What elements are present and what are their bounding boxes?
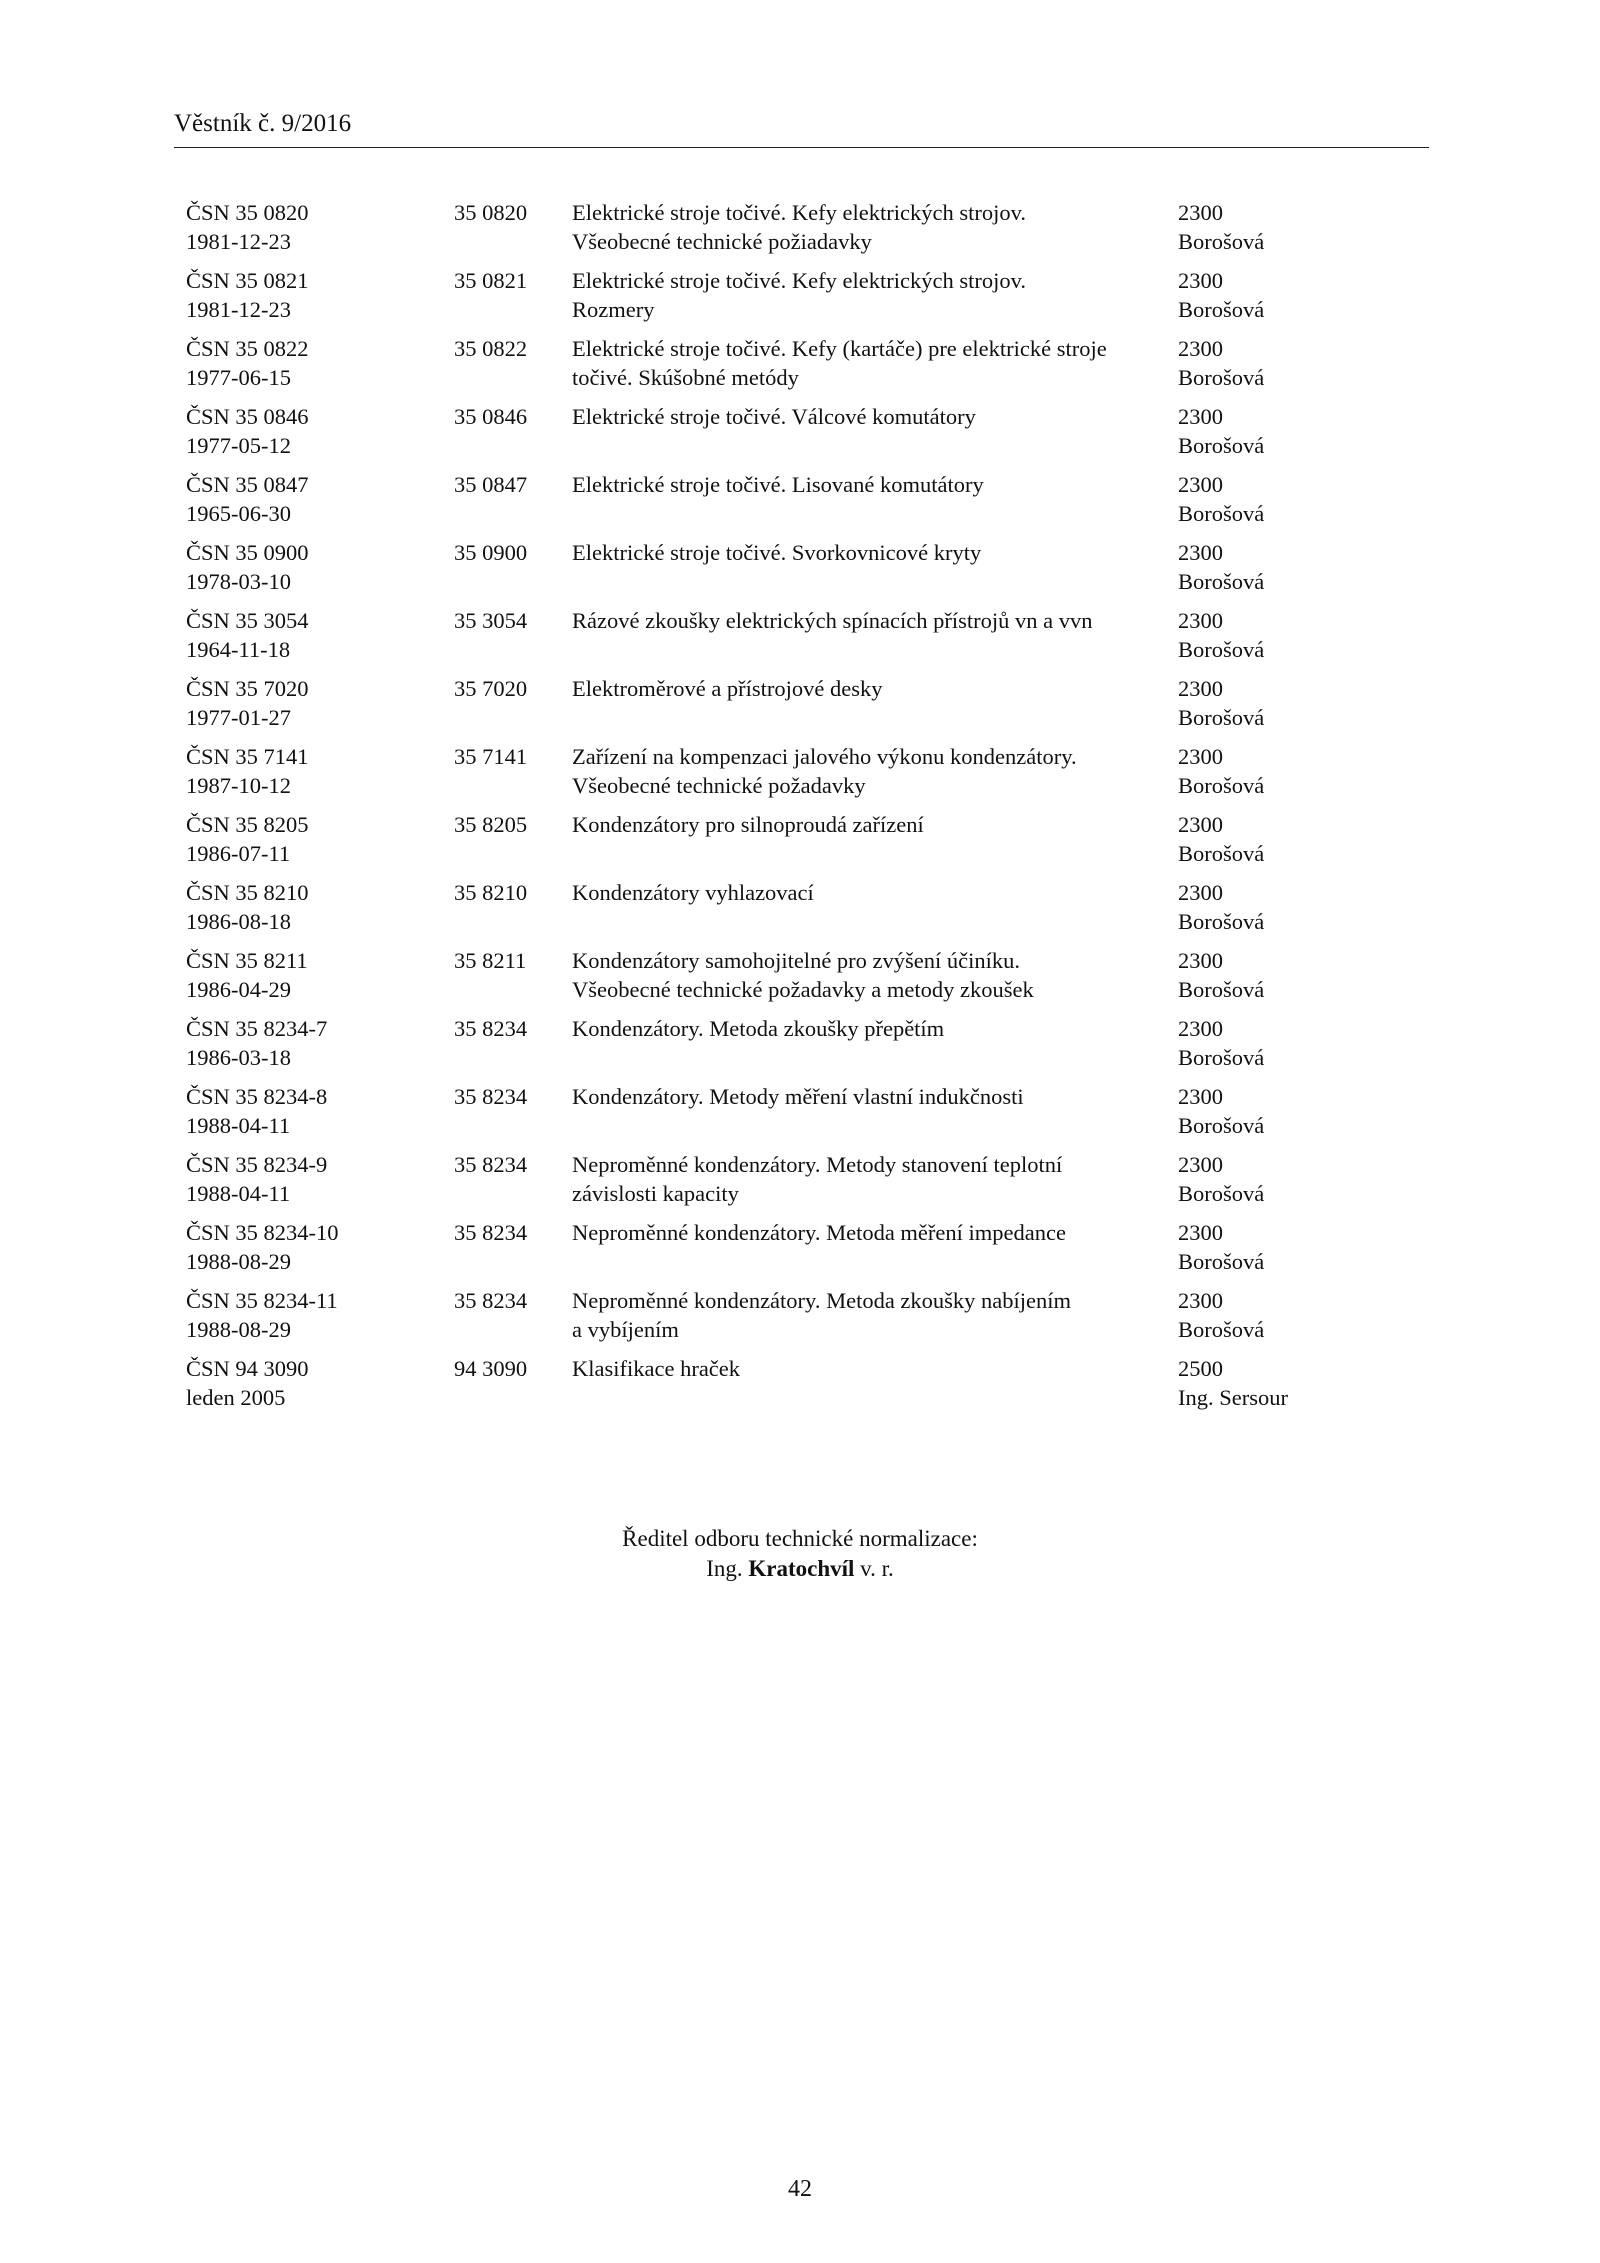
- contact-person: Borošová: [1178, 1045, 1265, 1070]
- table-row: [186, 606, 1318, 674]
- standard-date: 1981-12-23: [186, 297, 291, 322]
- header-rule: [174, 147, 1429, 148]
- standard-code: ČSN 35 8234-11: [186, 1288, 338, 1313]
- department-number: 2300: [1178, 404, 1223, 429]
- class-cell: [454, 198, 572, 266]
- standard-title-line: Elektrické stroje točivé. Lisované komutátory: [572, 472, 984, 497]
- classification-code: 35 0820: [454, 200, 528, 225]
- contact-person: Borošová: [1178, 705, 1265, 730]
- standard-cell: [186, 470, 454, 538]
- contact-person: Borošová: [1178, 1181, 1265, 1206]
- standard-date: 1988-08-29: [186, 1317, 291, 1342]
- standard-cell: [186, 742, 454, 810]
- standard-cell: [186, 1082, 454, 1150]
- title-cell: [572, 1286, 1178, 1354]
- contact-person: Borošová: [1178, 297, 1265, 322]
- contact-cell: [1178, 1218, 1318, 1286]
- contact-person: Borošová: [1178, 1317, 1265, 1342]
- department-number: 2500: [1178, 1356, 1223, 1381]
- standard-title-line: Klasifikace hraček: [572, 1356, 741, 1381]
- signature-suffix: v. r.: [860, 1556, 894, 1581]
- class-cell: [454, 674, 572, 742]
- title-cell: [572, 606, 1178, 674]
- table-row: [186, 470, 1318, 538]
- standard-title-line: Kondenzátory. Metody měření vlastní indukčnosti: [572, 1084, 1024, 1109]
- standard-title-line: Elektrické stroje točivé. Kefy elektrických strojov.: [572, 268, 1026, 293]
- standard-cell: [186, 878, 454, 946]
- contact-cell: [1178, 266, 1318, 334]
- contact-person: Borošová: [1178, 773, 1265, 798]
- standard-title-line: Všeobecné technické požiadavky: [572, 229, 872, 254]
- class-cell: [454, 946, 572, 1014]
- class-cell: [454, 1286, 572, 1354]
- standard-code: ČSN 35 0821: [186, 268, 309, 293]
- title-cell: [572, 198, 1178, 266]
- standard-date: 1964-11-18: [186, 637, 291, 662]
- title-cell: [572, 470, 1178, 538]
- standard-code: ČSN 35 8234-9: [186, 1152, 328, 1177]
- department-number: 2300: [1178, 200, 1223, 225]
- contact-person: Borošová: [1178, 909, 1265, 934]
- table-row: [186, 1014, 1318, 1082]
- standard-code: ČSN 35 7141: [186, 744, 309, 769]
- table-row: [186, 1354, 1318, 1422]
- classification-code: 35 8234: [454, 1016, 528, 1041]
- standard-cell: [186, 606, 454, 674]
- department-number: 2300: [1178, 1220, 1223, 1245]
- title-cell: [572, 946, 1178, 1014]
- signature-name-line: [0, 1554, 1600, 1584]
- table-row: [186, 334, 1318, 402]
- classification-code: 35 8234: [454, 1152, 528, 1177]
- classification-code: 35 0847: [454, 472, 528, 497]
- standard-date: 1986-03-18: [186, 1045, 291, 1070]
- department-number: 2300: [1178, 608, 1223, 633]
- contact-person: Borošová: [1178, 977, 1265, 1002]
- department-number: 2300: [1178, 1288, 1223, 1313]
- standard-code: ČSN 35 0822: [186, 336, 309, 361]
- class-cell: [454, 334, 572, 402]
- title-cell: [572, 1082, 1178, 1150]
- classification-code: 35 0900: [454, 540, 528, 565]
- standard-title-line: Elektrické stroje točivé. Kefy (kartáče) pre elektrické stroje: [572, 336, 1107, 361]
- contact-cell: [1178, 1354, 1318, 1422]
- class-cell: [454, 1082, 572, 1150]
- standard-title-line: Kondenzátory vyhlazovací: [572, 880, 814, 905]
- contact-cell: [1178, 1286, 1318, 1354]
- table-row: [186, 1150, 1318, 1218]
- standard-title-line: závislosti kapacity: [572, 1181, 739, 1206]
- department-number: 2300: [1178, 1084, 1223, 1109]
- standard-date: 1977-05-12: [186, 433, 291, 458]
- standard-title-line: Rázové zkoušky elektrických spínacích přístrojů vn a vvn: [572, 608, 1093, 633]
- table-row: [186, 1218, 1318, 1286]
- contact-cell: [1178, 946, 1318, 1014]
- signature-prefix: Ing.: [706, 1556, 743, 1581]
- standard-title-line: Kondenzátory pro silnoproudá zařízení: [572, 812, 924, 837]
- contact-cell: [1178, 810, 1318, 878]
- standard-code: ČSN 35 0820: [186, 200, 309, 225]
- page-header-title: Věstník č. 9/2016: [174, 110, 352, 137]
- contact-person: Borošová: [1178, 1249, 1265, 1274]
- title-cell: [572, 878, 1178, 946]
- contact-cell: [1178, 334, 1318, 402]
- signature-role: Ředitel odboru technické normalizace:: [622, 1526, 978, 1551]
- standard-title-line: Zařízení na kompenzaci jalového výkonu kondenzátory.: [572, 744, 1077, 769]
- department-number: 2300: [1178, 948, 1223, 973]
- table-row: [186, 810, 1318, 878]
- class-cell: [454, 1218, 572, 1286]
- standard-code: ČSN 35 8234-7: [186, 1016, 328, 1041]
- department-number: 2300: [1178, 812, 1223, 837]
- standard-code: ČSN 35 0846: [186, 404, 309, 429]
- standard-title-line: Neproměnné kondenzátory. Metoda zkoušky nabíjením: [572, 1288, 1072, 1313]
- title-cell: [572, 1354, 1178, 1422]
- contact-person: Borošová: [1178, 841, 1265, 866]
- standard-date: 1977-01-27: [186, 705, 291, 730]
- table-row: [186, 1082, 1318, 1150]
- standard-cell: [186, 1218, 454, 1286]
- standard-cell: [186, 1286, 454, 1354]
- standard-date: 1981-12-23: [186, 229, 291, 254]
- classification-code: 35 8234: [454, 1220, 528, 1245]
- contact-person: Borošová: [1178, 569, 1265, 594]
- class-cell: [454, 810, 572, 878]
- title-cell: [572, 674, 1178, 742]
- standard-code: ČSN 35 8234-8: [186, 1084, 328, 1109]
- standard-date: 1977-06-15: [186, 365, 291, 390]
- standard-date: leden 2005: [186, 1385, 286, 1410]
- title-cell: [572, 1150, 1178, 1218]
- contact-person: Borošová: [1178, 433, 1265, 458]
- department-number: 2300: [1178, 336, 1223, 361]
- standard-title-line: Elektrické stroje točivé. Svorkovnicové kryty: [572, 540, 982, 565]
- classification-code: 94 3090: [454, 1356, 528, 1381]
- department-number: 2300: [1178, 540, 1223, 565]
- standard-title-line: Kondenzátory. Metoda zkoušky přepětím: [572, 1016, 945, 1041]
- classification-code: 35 7020: [454, 676, 528, 701]
- contact-person: Borošová: [1178, 1113, 1265, 1138]
- table-row: [186, 878, 1318, 946]
- standard-cell: [186, 946, 454, 1014]
- standard-cell: [186, 674, 454, 742]
- standard-cell: [186, 334, 454, 402]
- department-number: 2300: [1178, 744, 1223, 769]
- standard-code: ČSN 35 7020: [186, 676, 309, 701]
- table-row: [186, 538, 1318, 606]
- table-row: [186, 266, 1318, 334]
- class-cell: [454, 606, 572, 674]
- standard-cell: [186, 538, 454, 606]
- standard-cell: [186, 1354, 454, 1422]
- department-number: 2300: [1178, 880, 1223, 905]
- title-cell: [572, 810, 1178, 878]
- standard-date: 1988-04-11: [186, 1181, 291, 1206]
- contact-cell: [1178, 1150, 1318, 1218]
- contact-cell: [1178, 742, 1318, 810]
- standard-cell: [186, 810, 454, 878]
- standard-title-line: Rozmery: [572, 297, 655, 322]
- standard-code: ČSN 35 8211: [186, 948, 308, 973]
- table-row: [186, 402, 1318, 470]
- standard-date: 1986-07-11: [186, 841, 291, 866]
- contact-person: Borošová: [1178, 637, 1265, 662]
- classification-code: 35 8234: [454, 1084, 528, 1109]
- classification-code: 35 7141: [454, 744, 528, 769]
- standard-code: ČSN 35 0900: [186, 540, 309, 565]
- contact-cell: [1178, 606, 1318, 674]
- contact-cell: [1178, 674, 1318, 742]
- standard-cell: [186, 266, 454, 334]
- table-row: [186, 1286, 1318, 1354]
- standard-title-line: Neproměnné kondenzátory. Metody stanovení teplotní: [572, 1152, 1063, 1177]
- standard-code: ČSN 35 8205: [186, 812, 309, 837]
- class-cell: [454, 266, 572, 334]
- title-cell: [572, 334, 1178, 402]
- title-cell: [572, 1218, 1178, 1286]
- standard-date: 1986-04-29: [186, 977, 291, 1002]
- standard-date: 1965-06-30: [186, 501, 291, 526]
- department-number: 2300: [1178, 268, 1223, 293]
- standard-title-line: Všeobecné technické požadavky: [572, 773, 866, 798]
- class-cell: [454, 538, 572, 606]
- contact-cell: [1178, 1014, 1318, 1082]
- contact-person: Borošová: [1178, 365, 1265, 390]
- table-row: [186, 674, 1318, 742]
- signature-name: Kratochvíl: [748, 1556, 855, 1581]
- contact-cell: [1178, 1082, 1318, 1150]
- standard-title-line: točivé. Skúšobné metódy: [572, 365, 799, 390]
- contact-cell: [1178, 402, 1318, 470]
- title-cell: [572, 538, 1178, 606]
- department-number: 2300: [1178, 1016, 1223, 1041]
- signature-block: [0, 1524, 1600, 1584]
- title-cell: [572, 402, 1178, 470]
- classification-code: 35 0822: [454, 336, 528, 361]
- contact-person: Borošová: [1178, 501, 1265, 526]
- title-cell: [572, 1014, 1178, 1082]
- standard-title-line: Elektrické stroje točivé. Válcové komutátory: [572, 404, 976, 429]
- class-cell: [454, 1354, 572, 1422]
- department-number: 2300: [1178, 676, 1223, 701]
- standard-title-line: Elektrické stroje točivé. Kefy elektrických strojov.: [572, 200, 1026, 225]
- standard-title-line: a vybíjením: [572, 1317, 679, 1342]
- table-row: [186, 742, 1318, 810]
- class-cell: [454, 470, 572, 538]
- classification-code: 35 3054: [454, 608, 528, 633]
- page-number: 42: [788, 2176, 812, 2202]
- classification-code: 35 8211: [454, 948, 527, 973]
- standard-title-line: Neproměnné kondenzátory. Metoda měření impedance: [572, 1220, 1066, 1245]
- classification-code: 35 0821: [454, 268, 528, 293]
- department-number: 2300: [1178, 1152, 1223, 1177]
- contact-cell: [1178, 470, 1318, 538]
- standard-cell: [186, 402, 454, 470]
- title-cell: [572, 742, 1178, 810]
- standard-date: 1978-03-10: [186, 569, 291, 594]
- standard-code: ČSN 94 3090: [186, 1356, 309, 1381]
- standard-code: ČSN 35 8234-10: [186, 1220, 339, 1245]
- class-cell: [454, 1150, 572, 1218]
- contact-person: Ing. Sersour: [1178, 1385, 1288, 1410]
- standards-table-body: [186, 198, 1318, 1422]
- contact-person: Borošová: [1178, 229, 1265, 254]
- standard-code: ČSN 35 0847: [186, 472, 309, 497]
- classification-code: 35 8210: [454, 880, 528, 905]
- standard-title-line: Elektroměrové a přístrojové desky: [572, 676, 883, 701]
- department-number: 2300: [1178, 472, 1223, 497]
- class-cell: [454, 1014, 572, 1082]
- standard-cell: [186, 198, 454, 266]
- class-cell: [454, 402, 572, 470]
- classification-code: 35 0846: [454, 404, 528, 429]
- standard-date: 1986-08-18: [186, 909, 291, 934]
- contact-cell: [1178, 198, 1318, 266]
- table-row: [186, 198, 1318, 266]
- standard-code: ČSN 35 8210: [186, 880, 309, 905]
- standard-title-line: Všeobecné technické požadavky a metody zkoušek: [572, 977, 1034, 1002]
- contact-cell: [1178, 538, 1318, 606]
- standard-date: 1988-08-29: [186, 1249, 291, 1274]
- contact-cell: [1178, 878, 1318, 946]
- classification-code: 35 8205: [454, 812, 528, 837]
- standard-title-line: Kondenzátory samohojitelné pro zvýšení účiníku.: [572, 948, 1021, 973]
- standard-cell: [186, 1150, 454, 1218]
- title-cell: [572, 266, 1178, 334]
- table-row: [186, 946, 1318, 1014]
- standard-cell: [186, 1014, 454, 1082]
- standard-date: 1987-10-12: [186, 773, 291, 798]
- classification-code: 35 8234: [454, 1288, 528, 1313]
- class-cell: [454, 878, 572, 946]
- standard-code: ČSN 35 3054: [186, 608, 309, 633]
- standards-table: [186, 198, 1318, 1422]
- standard-date: 1988-04-11: [186, 1113, 291, 1138]
- class-cell: [454, 742, 572, 810]
